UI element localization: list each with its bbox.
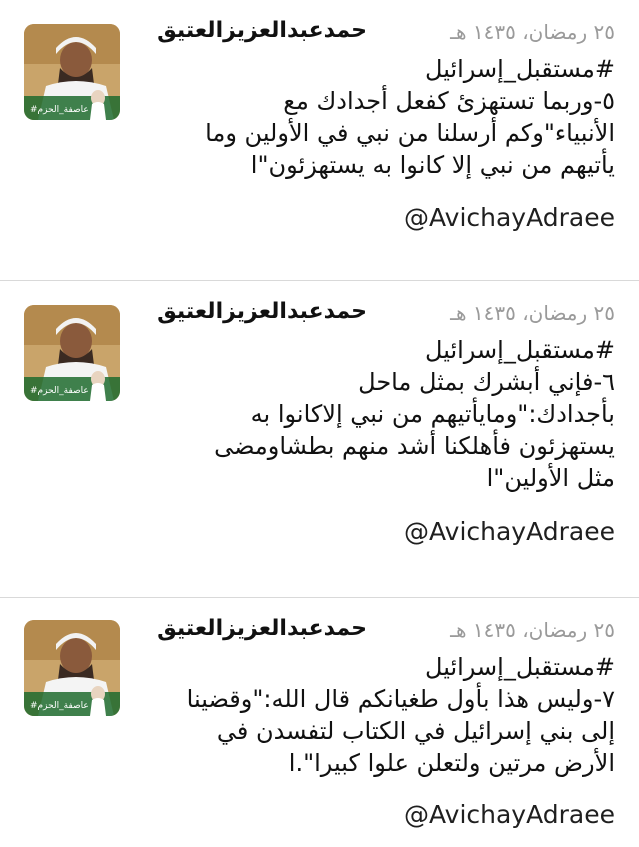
avatar-image: [24, 24, 120, 120]
tweet-card[interactable]: [0, 0, 639, 280]
tweet-line: الأرض مرتين ولتعلن علوا كبيرا".ا: [288, 749, 615, 777]
avatar-image: [24, 305, 120, 401]
tweet-date: ٢٥ رمضان، ١٤٣٥ هـ: [450, 301, 615, 325]
tweet-date: ٢٥ رمضان، ١٤٣٥ هـ: [450, 20, 615, 44]
tweet-text: [145, 53, 615, 181]
avatar-caption: #عاصفة_الحزم: [30, 386, 89, 396]
tweet-line: ٦-فإني أبشرك بمثل ماحل: [358, 368, 615, 396]
mention-link[interactable]: @AvichayAdraee: [404, 517, 615, 546]
tweet-line: يأتيهم من نبي إلا كانوا به يستهزئون"ا: [250, 151, 615, 179]
author-name[interactable]: حمدعبدالعزيزالعتيق: [157, 299, 367, 324]
tweet-line: إلى بني إسرائيل في الكتاب لتفسدن في: [216, 717, 615, 745]
tweet-line: ٥-وربما تستهزئ كفعل أجدادك مع: [283, 87, 615, 115]
author-name[interactable]: حمدعبدالعزيزالعتيق: [157, 18, 367, 43]
tweet-card[interactable]: [0, 598, 639, 847]
avatar-image: [24, 620, 120, 716]
avatar[interactable]: [24, 305, 120, 401]
mention-link[interactable]: @AvichayAdraee: [404, 203, 615, 232]
tweet-text: [145, 651, 615, 779]
tweet-card[interactable]: [0, 281, 639, 597]
tweet-line: بأجدادك:"ومايأتيهم من نبي إلاكانوا به: [250, 400, 615, 428]
hashtag-link[interactable]: #مستقبل_إسرائيل: [425, 336, 615, 364]
hashtag-link[interactable]: #مستقبل_إسرائيل: [425, 55, 615, 83]
tweet-line: يستهزئون فأهلكنا أشد منهم بطشاومضى: [214, 432, 615, 460]
avatar[interactable]: [24, 620, 120, 716]
tweet-line: مثل الأولين"ا: [486, 464, 615, 492]
tweet-text: [145, 334, 615, 494]
avatar-caption: #عاصفة_الحزم: [30, 701, 89, 711]
tweet-line: الأنبياء"وكم أرسلنا من نبي في الأولين وما: [205, 119, 615, 147]
tweet-line: ٧-وليس هذا بأول طغيانكم قال الله:"وقضينا: [186, 685, 615, 713]
author-name[interactable]: حمدعبدالعزيزالعتيق: [157, 616, 367, 641]
avatar-caption: #عاصفة_الحزم: [30, 105, 89, 115]
avatar[interactable]: [24, 24, 120, 120]
mention-link[interactable]: @AvichayAdraee: [404, 800, 615, 829]
hashtag-link[interactable]: #مستقبل_إسرائيل: [425, 653, 615, 681]
tweet-date: ٢٥ رمضان، ١٤٣٥ هـ: [450, 618, 615, 642]
